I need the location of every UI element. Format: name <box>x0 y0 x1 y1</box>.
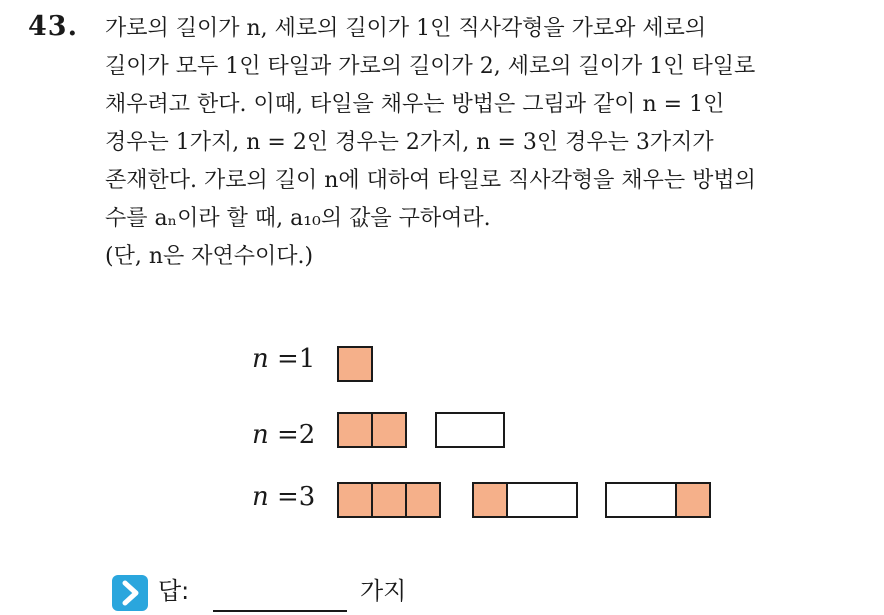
question-line: 존재한다. 가로의 길이 n에 대하여 타일로 직사각형을 채우는 방법의 <box>105 168 756 193</box>
unit-tile <box>371 412 407 448</box>
row-equation: =3 <box>268 482 316 512</box>
question-number: 43. <box>28 11 78 42</box>
row-label-n3 <box>252 482 315 512</box>
double-tile <box>435 412 505 448</box>
chevron-right-icon <box>112 575 148 611</box>
question-line: 길이가 모두 1인 타일과 가로의 길이가 2, 세로의 길이가 1인 타일로 <box>105 54 756 79</box>
question-line: 가로의 길이가 n, 세로의 길이가 1인 직사각형을 가로와 세로의 <box>105 16 707 41</box>
unit-tile <box>675 482 711 518</box>
unit-tile <box>337 412 373 448</box>
question-line: 채우려고 한다. 이때, 타일을 채우는 방법은 그림과 같이 n = 1인 <box>105 92 725 117</box>
question-line: 경우는 1가지, n = 2인 경우는 2가지, n = 3인 경우는 3가지가 <box>105 130 714 155</box>
answer-input-blank[interactable] <box>213 610 347 612</box>
answer-label: 답: <box>158 577 190 605</box>
question-line: 수를 aₙ이라 할 때, a₁₀의 값을 구하여라. <box>105 206 491 231</box>
variable-n: n <box>252 344 269 374</box>
variable-n: n <box>252 420 269 450</box>
unit-tile <box>405 482 441 518</box>
double-tile <box>506 482 578 518</box>
row-label-n2 <box>252 420 315 450</box>
unit-tile <box>371 482 407 518</box>
unit-tile <box>337 482 373 518</box>
unit-tile <box>337 346 373 382</box>
variable-n: n <box>252 482 269 512</box>
double-tile <box>605 482 677 518</box>
unit-tile <box>472 482 508 518</box>
question-line: (단, n은 자연수이다.) <box>105 244 314 269</box>
row-label-n1 <box>252 344 315 374</box>
row-equation: =2 <box>268 420 316 450</box>
question-text <box>105 14 865 280</box>
row-equation: =1 <box>268 344 316 374</box>
answer-unit: 가지 <box>360 577 407 605</box>
